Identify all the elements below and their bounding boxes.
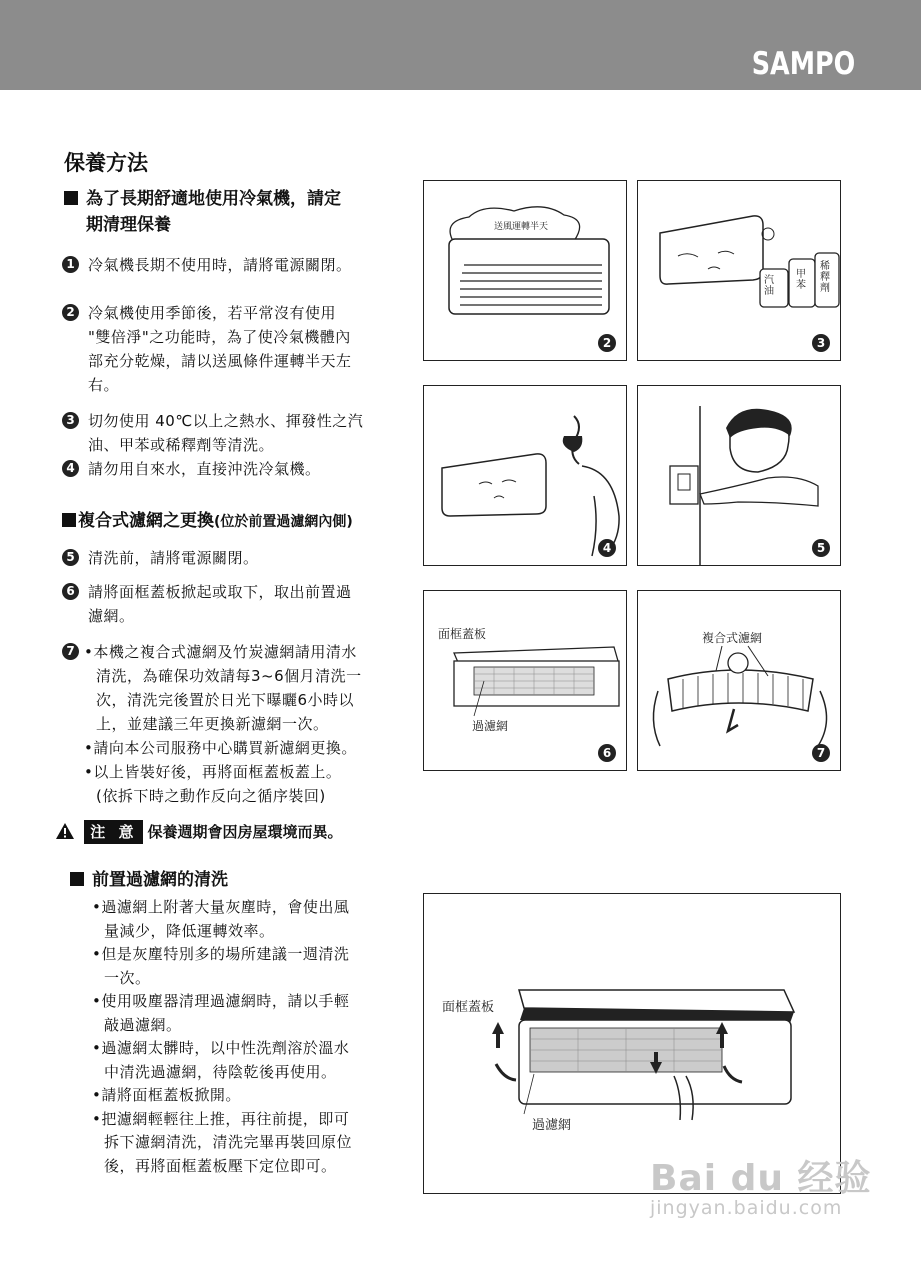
list-item-3: [62, 409, 392, 457]
bullet-text-line: •過濾網太髒時，以中性洗劑溶於溫水: [92, 1039, 350, 1057]
figure-4: [423, 385, 627, 566]
front-panel-label: 面框蓋板: [442, 1000, 495, 1015]
figure-number: 4: [598, 539, 616, 557]
section1-heading: 為了長期舒適地使用冷氣機，請定 期清理保養: [64, 186, 341, 238]
page-title: 保養方法: [64, 151, 148, 175]
section3-heading: 前置過濾網的清洗: [70, 867, 228, 893]
bullet-text-line: 一次。: [104, 968, 151, 987]
item-text-line: •請向本公司服務中心購買新濾網更換。: [84, 739, 357, 757]
watermark-url: jingyan.baidu.com: [650, 1197, 843, 1219]
list-item-1: [62, 253, 392, 277]
caution-note: 注 意 保養週期會因房屋環境而異。: [55, 820, 342, 844]
watermark: [650, 1150, 872, 1219]
number-badge: 6: [62, 583, 79, 600]
item-text-line: 濾網。: [88, 607, 135, 625]
bullet-text-line: •但是灰塵特別多的場所建議一週清洗: [92, 945, 350, 963]
number-badge: 3: [62, 412, 79, 429]
open-front-panel-illustration: [424, 591, 627, 771]
figure-number: 2: [598, 334, 616, 352]
list-item-5: [62, 546, 392, 570]
caution-label: 注 意: [84, 820, 143, 844]
bottle-label: 甲苯: [796, 269, 806, 291]
item-text-line: "雙倍淨"之功能時，為了使冷氣機體內: [88, 328, 351, 346]
figure-number: 6: [598, 744, 616, 762]
figure-5: [637, 385, 841, 566]
brand-logo: SAMPO: [751, 46, 855, 82]
list-item-7: [62, 640, 407, 808]
composite-filter-label: 複合式濾網: [702, 631, 763, 645]
bullet-text-line: •請將面框蓋板掀開。: [92, 1086, 241, 1104]
header-bar: [0, 0, 921, 90]
list-item-2: [62, 301, 392, 397]
figure-large: [423, 893, 841, 1194]
bullet-text-line: 後，再將面框蓋板壓下定位即可。: [104, 1156, 337, 1175]
number-badge: 5: [62, 549, 79, 566]
chemicals-warning-illustration: [638, 181, 841, 361]
filter-label: 過濾網: [472, 719, 509, 733]
front-filter-removal-illustration: [424, 894, 841, 1194]
item-text-line: 右。: [88, 376, 120, 394]
square-bullet-icon: [64, 191, 78, 205]
bullet-text-line: •把濾網輕輕往上推，再往前提，即可: [92, 1109, 350, 1128]
item-text-line: 清洗前，請將電源關閉。: [88, 549, 259, 567]
number-badge: 7: [62, 643, 79, 660]
number-badge: 1: [62, 256, 79, 273]
item-text-line: 次，清洗完後置於日光下曝曬6小時以: [96, 691, 355, 709]
list-item-6: [62, 580, 392, 628]
bottle-label: 稀釋劑: [820, 261, 830, 294]
item-text-line: 切勿使用 40℃以上之熱水、揮發性之汽: [88, 412, 364, 430]
filter-label: 過濾網: [532, 1118, 572, 1133]
square-bullet-icon: [62, 513, 76, 527]
bullet-text-line: 敲過濾網。: [104, 1015, 182, 1034]
bullet-text-line: •過濾網上附著大量灰塵時，會使出風: [92, 898, 350, 916]
list-item-4: [62, 457, 392, 481]
item-text-line: •以上皆裝好後，再將面框蓋板蓋上。: [84, 763, 342, 781]
warning-icon: [55, 822, 75, 840]
item-text-line: 上，並建議三年更換新濾網一次。: [96, 715, 329, 733]
bullet-text-line: 拆下濾網清洗，清洗完畢再裝回原位: [104, 1133, 353, 1151]
bullet-text-line: 中清洗過濾網，待陰乾後再使用。: [104, 1062, 337, 1081]
bullet-text-line: 量減少，降低運轉效率。: [104, 921, 275, 940]
item-text-line: 冷氣機長期不使用時，請將電源關閉。: [88, 256, 352, 274]
figure-2: [423, 180, 627, 361]
square-bullet-icon: [70, 872, 84, 886]
item-text-line: 部充分乾燥，請以送風條件運轉半天左: [88, 352, 352, 370]
figure-3: [637, 180, 841, 361]
item-text-line: 請勿用自來水，直接沖洗冷氣機。: [88, 460, 321, 478]
section2-heading: 複合式濾網之更換(位於前置過濾網內側): [62, 508, 353, 535]
bullet-text-line: •使用吸塵器清理過濾網時，請以手輕: [92, 992, 350, 1010]
number-badge: 4: [62, 460, 79, 477]
watermark-logo-text: Bai du 经验: [650, 1158, 872, 1199]
figure-number: 7: [812, 744, 830, 762]
number-badge: 2: [62, 304, 79, 321]
fan-mode-illustration: [424, 181, 627, 361]
item-text-line: •本機之複合式濾網及竹炭濾網請用清水: [84, 643, 357, 661]
composite-filter-illustration: [638, 591, 841, 771]
figure-6: [423, 590, 627, 771]
no-water-illustration: [424, 386, 627, 566]
bottle-label: 汽油: [764, 275, 774, 297]
power-off-illustration: [638, 386, 841, 566]
item-text-line: 請將面框蓋板掀起或取下，取出前置過: [88, 583, 352, 601]
item-text-line: (依拆下時之動作反向之循序裝回): [96, 787, 326, 805]
figure-7: [637, 590, 841, 771]
front-panel-label: 面框蓋板: [438, 627, 487, 641]
speech-bubble-text: 送風運轉半天: [494, 222, 549, 232]
figure-number: 3: [812, 334, 830, 352]
figure-number: 5: [812, 539, 830, 557]
item-text-line: 清洗，為確保功效請每3~6個月清洗一: [96, 667, 362, 685]
item-text-line: 冷氣機使用季節後，若平常沒有使用: [88, 304, 337, 322]
item-text-line: 油、甲苯或稀釋劑等清洗。: [88, 436, 275, 454]
